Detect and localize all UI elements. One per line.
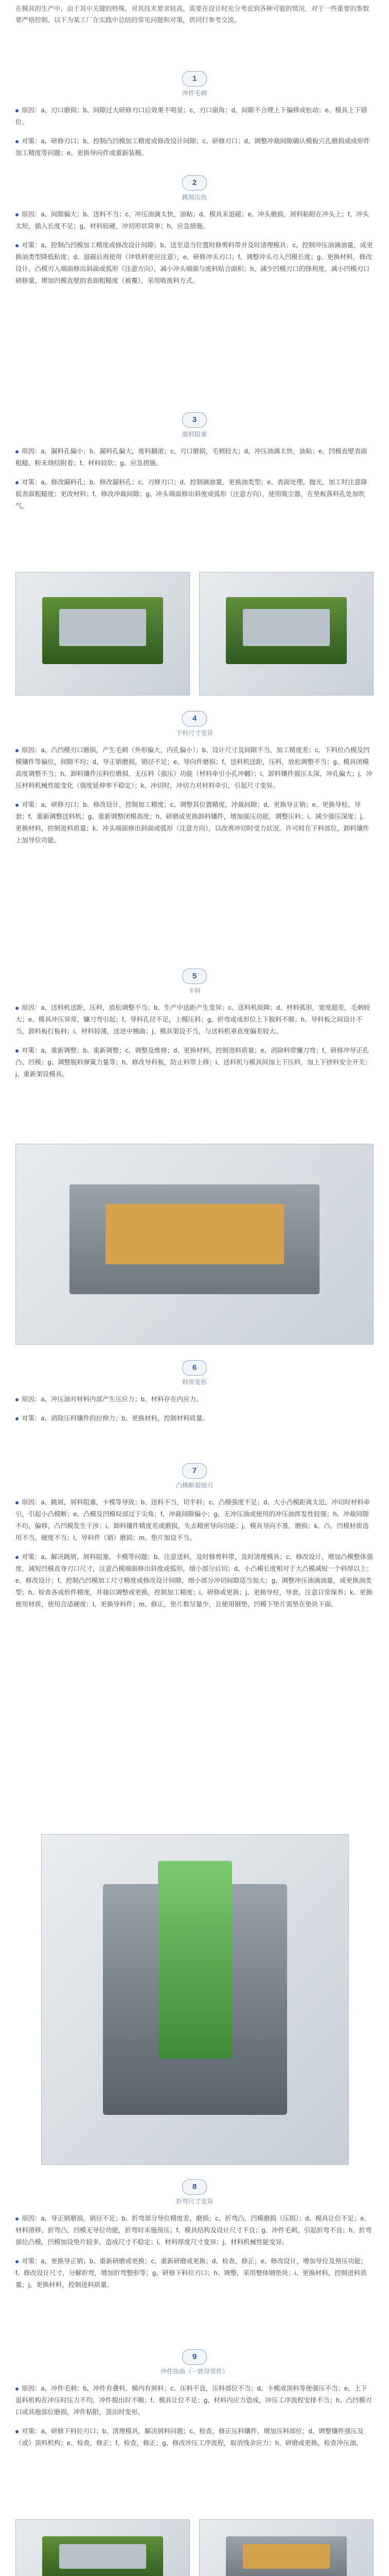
mold-image-row-1 (15, 572, 374, 696)
solution-paragraph: 对策：a、修改漏料孔；b、修改漏料孔；c、刃修刃口；d、控制滴油量，更换油类型；e、表面处理，抛光，加工时注意降低表面粗糙度；更改材料；f、修改冲裁间隙；g、冲头端面修出斜度或弧形（注意方向），使用吸尘器，在垫板落料孔处加吹气。 (15, 479, 367, 510)
section-subtitle: 料带变形 (182, 1379, 207, 1386)
cause-paragraph: 原因：a、送料机送距，压料，放松调整不当；b、生产中送距产生变异；c、送料机故障；d、材料弧形，宽度超差，毛刺较大；e、模具冲压异常，镰刀弯引起；f、导料孔径不足，上模压料；g、折弯或成形位上下脱料不顺；h、导料板之间设计不当，卸料板打板料；i、材料较薄，送进中翘曲；j、模具架设不当，与送料机垂直度偏差较大。 (15, 1004, 370, 1035)
section-number-badge: 9 (182, 2349, 207, 2365)
mold-image-row-2 (15, 1144, 374, 1345)
section-6 (15, 1360, 374, 1425)
bullet-icon (15, 2387, 19, 2391)
intro-text: 在模具的生产中，由于其中关键的特殊，对其技术要求较高，需要在设计时充分考虑到各种可能的情况，对于一些重要的参数要严格控制。以下为某工厂在实践中总结的常见问题和对策，供同行参考交流。 (15, 5, 369, 24)
solution-paragraph: 对策：a、解决跳屑，屑料阻塞，卡模等问题；b、注意送料，及时修剪料带，及时清理模具；c、修改设计，增加凸模整体强度，减短凹模直身刃口尺寸，注意凸模端面修出斜度或弧形，细小部分后切；d、小凸模长度相对于大凸模减短一个料厚以上；e、修改设计；f、控制凸凹模加工尺寸精度或修改设计间隙，细小部分冲切间隙适当加大；g、调整冲压油滴油量，或更换油类型；h、检查各成形件精度，并施以调整或更换，控制加工精度；i、研修或更换；j、更换导柱，导套，注意日常保养；k、更换使用材质，使用合适硬度；l、更换导料件；m、修正，垫片数尽量少，且使用钢垫，凹模下垫片需垫在垫块下面。 (15, 1553, 373, 1608)
bullet-icon (15, 749, 19, 752)
bullet-icon (15, 1398, 19, 1401)
section-number-badge: 4 (182, 711, 207, 726)
bullet-icon (15, 109, 19, 112)
bullet-icon (15, 1556, 19, 1559)
cause-paragraph: 原因：a、冲压油对材料内部产生压应力；b、材料存在内应力。 (15, 1394, 374, 1405)
bullet-icon (15, 1007, 19, 1010)
bullet-icon (15, 2260, 19, 2263)
section-7 (15, 1463, 374, 1611)
section-subtitle: 跳屑压伤 (182, 194, 207, 201)
mold-photo (15, 1144, 374, 1345)
mold-photo (15, 2519, 190, 2576)
bullet-icon (15, 244, 19, 247)
section-3 (15, 412, 374, 512)
section-subtitle: 折弯尺寸变异 (175, 2198, 213, 2205)
mold-image-row-3 (15, 2519, 374, 2576)
solution-paragraph: 对策：a、研修刃口；b、修改设计，控制加工精度；c、调整其位置精度，冲裁间隙；d、更换导正销；e、更换导柱、导套；f、重新调整送料机；g、重新调整闭模高度；h、研磨或更换卸料镶件，增加强压功能，调整压料；i、减少强压深度；j、更换材料，控制进料质量；k、冲头端面修出斜面或弧形（注意方向），以改善冲切时受力状况。许可时在下料部位，卸料镶件上加导位功能。 (15, 801, 369, 844)
bullet-icon (15, 1049, 19, 1053)
section-subtitle: 冲件扭曲（一致异常件） (160, 2368, 228, 2375)
section-number-badge: 6 (182, 1360, 207, 1376)
section-8 (15, 2179, 374, 2291)
section-number-badge: 1 (182, 71, 207, 87)
section-number-badge: 7 (182, 1463, 207, 1479)
mold-cross-section-image (41, 1834, 349, 2165)
solution-paragraph: 对策：a、更换导正销；b、重新研磨或更换；c、重新研磨或更换；d、检查，修正；e、修改设计，增加导位及预压功能；f、修改设计尺寸，分解折弯，增加折弯整形等；g、研修下料位刃口；h、调整，采用整体钢垫块；i、更换材料，控制进料质量；j、更换材料，控制进料质量。 (15, 2258, 367, 2289)
mold-photo (199, 2519, 374, 2576)
solution-paragraph: 对策：a、控制凸凹模加工精度或修改设计间隙；b、送至适当位置时修剪料带并及时清理模具；c、控制冲压油滴油量，或更换油类型降低粘度；d、退磁后再使用（冲铁料更应注意）；e、研修冲头刃口；f、调整冲头刃入凹模长度；g、更换材料，修改设计，凸模刃入端面修出斜面或弧形（注意方向），减小冲头端面与废料贴合面积；h、减少凹模刃口的锋利度，减小凹模刃口研修量，增加凹模直壁的表面粗糙度（被覆），采用吸废料方式。 (15, 242, 373, 284)
section-9 (15, 2349, 374, 2449)
section-2 (15, 175, 374, 287)
mold-photo (199, 572, 374, 696)
bullet-icon (15, 1501, 19, 1504)
section-subtitle: 卡料 (188, 987, 201, 994)
cause-paragraph: 原因：a、漏料孔偏小；b、漏料孔偏大，废料翻滚；c、刃口磨损，毛刺较大；d、冲压油滴太快，油粘；e、凹模直壁表面粗糙，粉末烧结附着；f、材料较软；g、应急措施。 (15, 448, 367, 467)
solution-paragraph: 对策：a、研修下料位刃口；b、清理模具，解决屑料问题；c、检查，修正压料镶件，增加压料部位；d、调整镶件强压及（或）顶料机构；e、检查，修正；f、检查，修正；g、修改冲压工序流程，取消残余应力；h、研磨或更换，检查冲压油。 (15, 2428, 364, 2447)
bullet-icon (15, 2217, 19, 2221)
section-number-badge: 5 (182, 969, 207, 984)
section-1 (15, 71, 374, 159)
section-number-badge: 3 (182, 412, 207, 428)
solution-paragraph: 对策：a、重新调整；b、重新调整；c、调整及维修；d、更换材料，控制进料质量；e、消除料带镰刀弯；f、研修冲导正孔凸、凹模；g、调整脱料弹簧力量等；h、修改导料板，防止料带上移；i、送料机与模具间加上下压料，加上下挤料安全开关；j、重新架设模具。 (15, 1047, 372, 1078)
bullet-icon (15, 140, 19, 143)
mold-photo (15, 572, 190, 696)
bullet-icon (15, 213, 19, 216)
cause-paragraph: 原因：a、跳屑，屑料阻塞，卡模等导致；b、送料不当，切半料；c、凸模强度不足；d、大小凸模距离太近，冲切时材料牵引，引起小凸模断；e、凸模及凹模局部过于尖角；f、冲裁间隙偏小；g、无冲压油或使用的冲压油挥发性较强；h、冲裁间隙不均，偏移，凸凹模发生干涉；i、卸料镶件精度差或磨损，失去精密导向功能；j、模具导向不准，磨损；k、凸，凹模材质选用不当，硬度不当；l、导料件（销）磨损；m、垫片加设不当。 (15, 1499, 370, 1541)
cause-paragraph: 原因：a、凸凹模刃口磨损，产生毛刺（外形偏大，内孔偏小）；b、设计尺寸及间隙不当，加工精度差；c、下料位凸模及凹模镶件等偏位，间隙不均；d、导正销磨损，销径不足；e、导向件磨损；f、送料机送距，压料，放松调整不当；g、模具闭模高度调整不当；h、卸料镶件压料位磨损，无压料（强压）功能（材料牵引小孔冲翻）；i、卸料镶件强压太深，冲孔偏大；j、冲压材料机械性能变化（强度延伸率不稳定）；k、冲切时，冲切力对材料牵引，引起尺寸变异。 (15, 747, 373, 789)
bullet-icon (15, 2430, 19, 2433)
cause-paragraph: 原因：a、刃口磨损；b、间隙过大研修刃口后效果不明显；c、刃口崩角；d、间隙不合理上下偏移或松动；e、模具上下错位。 (15, 107, 367, 126)
solution-paragraph: 对策：a、研修刃口；b、控制凸凹模加工精度或修改设计间隙；c、研修刃口；d、调整冲裁间隙确认模板穴孔磨损或成形件加工精度等问题；e、更换导向件或重新装模。 (15, 138, 370, 157)
bullet-icon (15, 804, 19, 807)
section-5 (15, 969, 374, 1080)
bullet-icon (15, 1417, 19, 1420)
section-subtitle: 废料阻塞 (182, 431, 207, 438)
cause-paragraph: 原因：a、导正销磨损，销径不足；b、折弯部分导位精度差，磨损；c、折弯凸，凹模磨损（压损）；d、模具让位不足；e、材料滑移，折弯凸，凹模无导位功能，折弯时未施预压；f、模具结构及设计尺寸不良；g、冲件毛刺，引起折弯不良；h、折弯部位凸模，凹模加设垫片较多，造成尺寸不稳定；i、材料厚度尺寸变异；j、材料机械性能变异。 (15, 2215, 372, 2246)
section-number-badge: 8 (182, 2179, 207, 2195)
cause-paragraph: 原因：a、间隙偏大；b、送料不当；c、冲压油滴太快，油粘；d、模具未退磁；e、冲头磨损，屑料粘附在冲头上；f、冲头太短，插入长度不足；g、材料较硬，冲切形状简单；h、应急措施。 (15, 211, 369, 230)
solution-paragraph: 对策：a、消除压料镶件的拉伸力；b、更换材料，控制材料质量。 (15, 1413, 374, 1425)
bullet-icon (15, 450, 19, 453)
section-4 (15, 711, 374, 846)
cause-paragraph: 原因：a、冲件毛刺；b、冲件有叠料，模内有屑料；c、压料不良，压料部位不当；d、卡模或顶料等使强压不当；e、上下退料机构在冲压时压力不均，冲件脱出时不顺；f、模具让位不足；g、材料内应力造成，冲压工序流程安排不当；h、凸凹模刃口或其他部位磨损，冲件粘附，顶出时变形。 (15, 2385, 372, 2416)
section-subtitle: 下料尺寸变异 (175, 730, 213, 737)
bullet-icon (15, 481, 19, 484)
section-subtitle: 冲件毛刺 (182, 90, 207, 97)
section-subtitle: 凸模断裂崩刃 (175, 1482, 213, 1489)
section-number-badge: 2 (182, 175, 207, 191)
